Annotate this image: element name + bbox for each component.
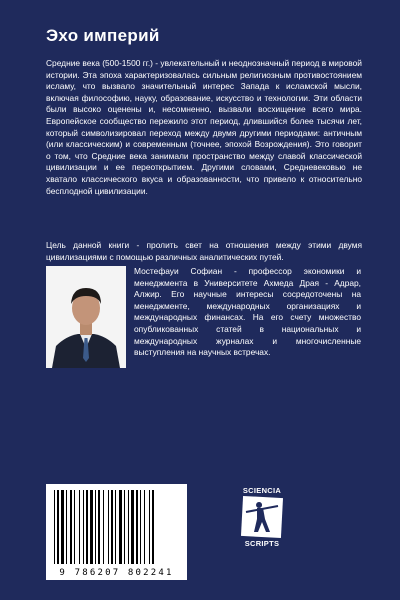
isbn-barcode [46, 484, 187, 580]
publisher-name-top: SCIENCIA [242, 486, 282, 495]
description-paragraph-2: Цель данной книги - пролить свет на отношения между этими двумя цивилизациями с помощью различных аналитических путей. [46, 240, 362, 262]
publisher-logo [232, 486, 292, 548]
barcode-icon [46, 484, 187, 580]
author-portrait-icon [46, 266, 126, 368]
isbn-number: 9 786207 802241 [59, 568, 174, 578]
author-bio: Мостефауи Софиан - профессор экономики и менеджмента в Университете Ахмеда Драя - Адрар, Алжир. Его научные интересы сосредоточены на менеджменте, международных организациях и международных финансах. На его счету множество опубликованных статей в национальных и международных журналах и многочисленные выступления на научных встречах. [134, 266, 361, 358]
author-photo [46, 266, 126, 368]
description-paragraph-1: Средние века (500-1500 гг.) - увлекательный и неоднозначный период в мировой истории. Эта эпоха характеризовалась сильным религиозным противостоянием исламу, что вызвало значительный интерес Запада к исламской мысли, включая философию, науку, образование, искусство и технологии. Эти области были высоко оценены и, несомненно, вызвали восхищение всего мира. Европейское сообщество пережило этот период, длившийся более тысячи лет, который символизировал переход между двумя другими периодами: античным (или классическим) и современным (точнее, эпохой Возрождения). Это говорит о том, что Средние века занимали пространство между славой классической цивилизации и ее переоткрытием. Другими словами, Средневековью не хватало классического вкуса и образованности, что привело к относительно бесплодной цивилизации. [46, 58, 362, 196]
publisher-name-bottom: SCRIPTS [244, 539, 280, 548]
book-title: Эхо империй [46, 26, 160, 45]
